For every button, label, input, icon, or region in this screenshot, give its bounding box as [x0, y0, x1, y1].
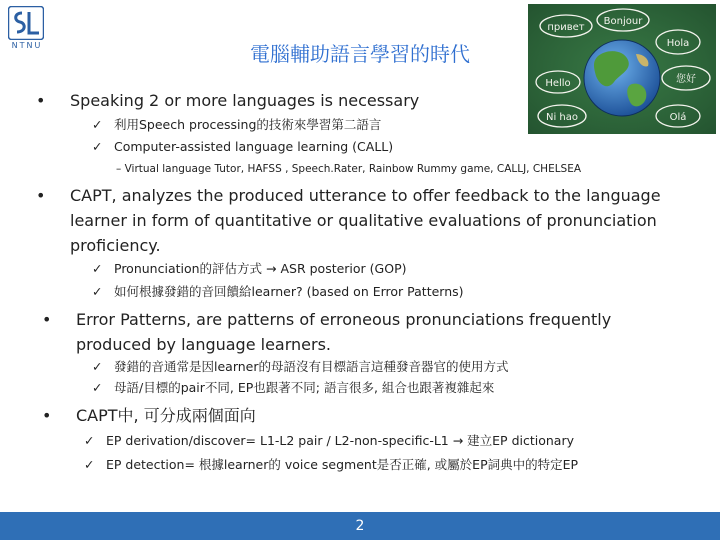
bullet-1-text: Speaking 2 or more languages is necessary [70, 91, 420, 110]
bullet-3-sub-2 [92, 378, 494, 398]
globe-word-privet: привет [547, 22, 585, 33]
ntnu-sl-logo [6, 6, 48, 54]
check-icon: ✓ [92, 359, 103, 374]
bullet-2-line-1: CAPT, analyzes the produced utterance to offer feedback to the language [70, 186, 661, 205]
check-icon: ✓ [84, 433, 95, 448]
bullet-dot: • [36, 91, 46, 110]
bullet-3-sub-2-text: 母語/目標的pair不同, EP也跟著不同; 語言很多, 組合也跟著複雜起來 [114, 380, 495, 395]
bullet-1-sub-1 [92, 115, 381, 135]
bullet-4 [42, 403, 482, 428]
check-icon: ✓ [92, 117, 103, 132]
bullet-2-sub-2 [92, 282, 464, 302]
page-number: 2 [355, 518, 365, 534]
bullet-1-subsub: – Virtual language Tutor, HAFSS , Speech.Rater, Rainbow Rummy game, CALLJ, CHELSEA [116, 163, 582, 175]
check-icon: ✓ [92, 380, 103, 395]
bullet-2-sub-1 [92, 259, 407, 279]
bullet-1-sub-2-text: Computer-assisted language learning (CALL) [114, 139, 394, 154]
bullet-2 [36, 183, 696, 258]
globe-word-bonjour: Bonjour [603, 16, 643, 27]
bullet-2-sub-1-text: Pronunciation的評估方式 → ASR posterior (GOP) [114, 261, 407, 276]
check-icon: ✓ [92, 139, 103, 154]
bullet-4-text: CAPT中, 可分成兩個面向 [76, 406, 256, 425]
bullet-2-sub-2-text: 如何根據發錯的音回饋給learner? (based on Error Patterns) [114, 284, 464, 299]
logo-subtext: NTNU [11, 41, 43, 50]
bullet-3-line-1: Error Patterns, are patterns of erroneous pronunciations frequently [76, 310, 612, 329]
bullet-4-sub-2 [84, 455, 578, 475]
bullet-4-sub-2-text: EP detection= 根據learner的 voice segment是否正確, 或屬於EP詞典中的特定EP [106, 457, 579, 472]
check-icon: ✓ [92, 284, 103, 299]
globe-word-nihao: Ni hao [545, 112, 579, 123]
bullet-2-line-2: learner in form of quantitative or qualitative evaluations of pronunciation [70, 211, 657, 230]
check-icon: ✓ [84, 457, 95, 472]
globe-word-ninhao-cn: 您好 [676, 74, 696, 85]
bullet-4-sub-1 [84, 431, 574, 451]
bullet-3 [42, 307, 702, 357]
bullet-dot: • [36, 186, 46, 205]
bullet-dot: • [42, 310, 52, 329]
bullet-1-sub-2 [92, 137, 393, 157]
bullet-1-sub-1-text: 利用Speech processing的技術來學習第二語言 [114, 117, 382, 132]
slide-title: 電腦輔助語言學習的時代 [250, 42, 470, 66]
bullet-3-line-2: produced by language learners. [76, 335, 332, 354]
sl-logo-mark [8, 6, 44, 40]
check-icon: ✓ [92, 261, 103, 276]
globe-chalkboard-image [528, 4, 716, 134]
bullet-3-sub-1 [92, 357, 509, 377]
bullet-2-line-3: proficiency. [70, 236, 161, 255]
bullet-3-sub-1-text: 發錯的音通常是因learner的母語沒有目標語言這種發音器官的使用方式 [114, 359, 509, 374]
bullet-dot: • [42, 406, 52, 425]
globe-word-hello: Hello [545, 78, 571, 89]
bullet-1 [36, 88, 476, 113]
bullet-4-sub-1-text: EP derivation/discover= L1-L2 pair / L2-non-specific-L1 → 建立EP dictionary [106, 433, 574, 448]
globe-word-ola: Olá [669, 112, 687, 123]
globe-word-hola: Hola [666, 38, 690, 49]
